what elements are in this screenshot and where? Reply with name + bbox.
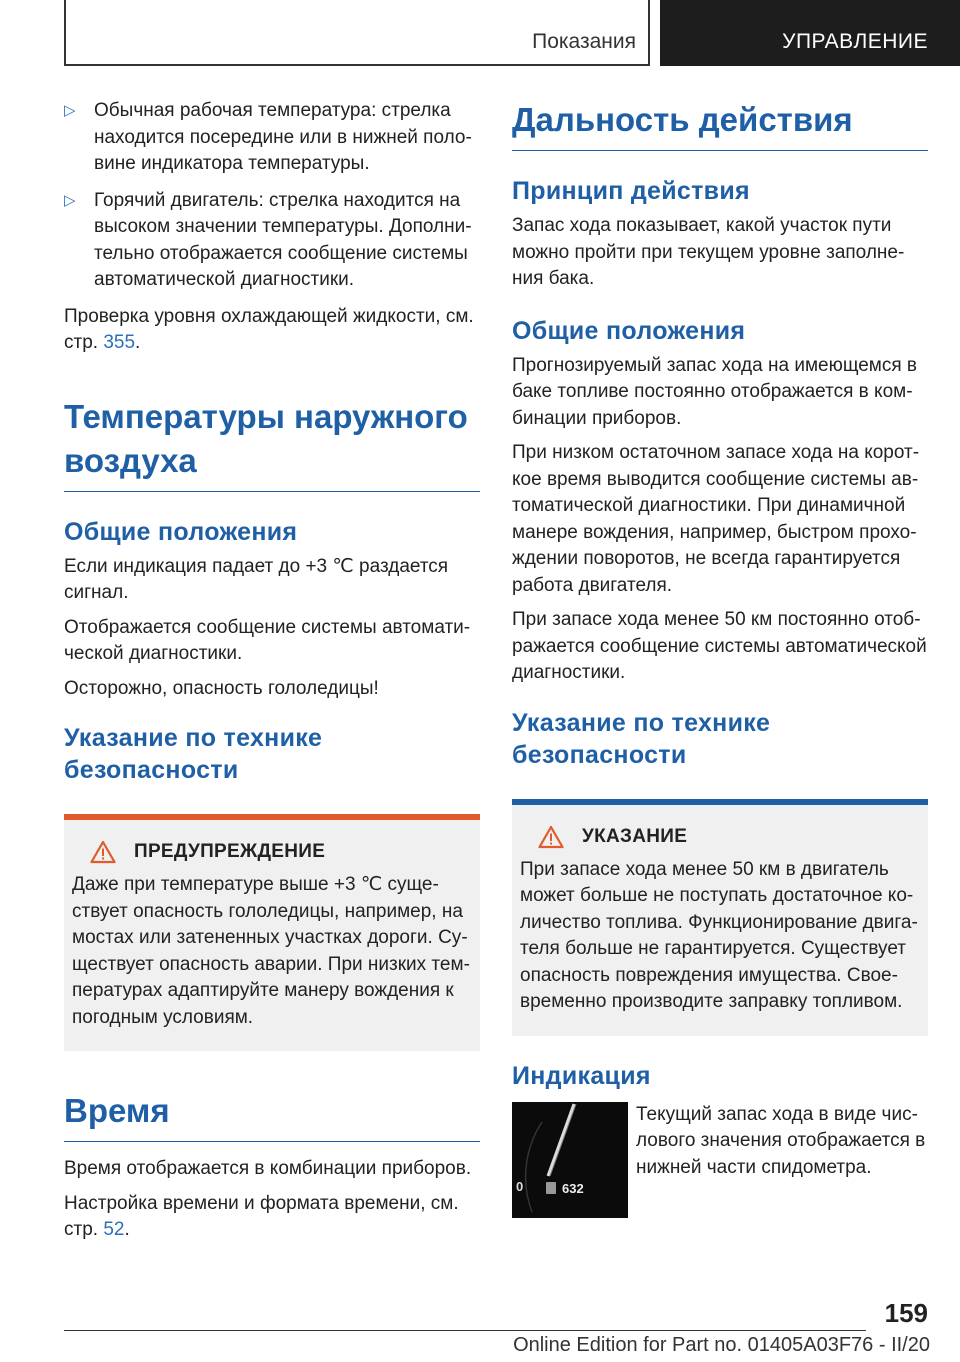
general-title-left: Общие положения bbox=[64, 517, 298, 546]
right-column bbox=[512, 98, 928, 1218]
speedometer-image bbox=[512, 1102, 628, 1218]
footer-edition: Online Edition for Part no. 01405A03F76 - II/20 bbox=[513, 1334, 930, 1356]
display-block bbox=[512, 1102, 928, 1218]
warning-label: ПРЕДУПРЕЖДЕНИЕ bbox=[134, 841, 326, 862]
display-title: Индикация bbox=[512, 1061, 651, 1090]
general-p3-right: При запасе хода менее 50 км постоянно отображается сообщение системы автоматической диагностики. bbox=[512, 609, 927, 683]
general-p3-left: Осторожно, опасность гололедицы! bbox=[64, 677, 379, 699]
display-text: Текущий запас хода в виде числового значения отображается в нижней части спидометра. bbox=[636, 1103, 926, 1178]
notice-label: УКАЗАНИЕ bbox=[582, 825, 688, 847]
time-p2: Настройка времени и формата времени, см. стр. 52. bbox=[64, 1192, 459, 1240]
left-column bbox=[64, 98, 480, 1252]
general-p1-left: Если индикация падает до +3 ℃ раздается сигнал. bbox=[64, 555, 449, 603]
warning-triangle-icon bbox=[538, 825, 564, 849]
notice-text: При запасе хода менее 50 км в двигатель может больше не поступать достаточное количество топлива. Функционирование двигателя больше не гарантируется. Существует опасность повреждения имущества. Своевременно производите заправку топливом. bbox=[520, 858, 918, 1012]
coolant-paragraph: Проверка уровня охлаждающей жидкости, см. стр. 355. bbox=[64, 305, 474, 353]
warning-triangle-icon bbox=[90, 840, 116, 864]
general-p2-right: При низком остаточном запасе хода на короткое время выводится сообщение системы автоматической диагностики. При динамичной манере вождения, например, быстром прохождении поворотов, не всегда гарантируется работа двигателя. bbox=[512, 442, 920, 596]
range-title: Дальность действия bbox=[512, 101, 853, 138]
principle-text: Запас хода показывает, какой участок пути можно пройти при текущем уровне заполнения бака. bbox=[512, 215, 905, 289]
time-p1: Время отображается в комбинации приборов. bbox=[64, 1158, 472, 1179]
header-chapter: УПРАВЛЕНИЕ bbox=[782, 30, 928, 53]
range-value: 632 bbox=[562, 1180, 584, 1196]
safety-title-right: Указание по технике безопасности bbox=[512, 708, 771, 769]
coolant-page-link[interactable]: 355 bbox=[103, 332, 136, 353]
speedometer-needle-icon bbox=[512, 1102, 628, 1218]
general-p1-right: Прогнозируемый запас хода на имеющемся в баке топливе постоянно отображается в комбинации приборов. bbox=[512, 354, 918, 429]
safety-title-left: Указание по технике безопасности bbox=[64, 724, 323, 784]
bullet-hot-engine: ▷ Горячий двигатель: стрелка находится на высоком значении температуры. Дополнительно отображается сообщение системы автоматической диагностики. bbox=[64, 189, 472, 290]
time-page-link[interactable]: 52 bbox=[103, 1219, 125, 1240]
warning-text: Даже при температуре выше +3 ℃ существует опасность гололедицы, например, на мостах или затененных участках дороги. Существует опасность аварии. При низких температурах адаптируйте манеру вождения к погодным условиям. bbox=[72, 874, 470, 1028]
footer-rule bbox=[64, 1330, 866, 1331]
triangle-bullet-icon: ▷ bbox=[64, 102, 76, 119]
triangle-bullet-icon: ▷ bbox=[64, 191, 76, 209]
page-number: 159 bbox=[884, 1298, 928, 1328]
general-p2-left: Отображается сообщение системы автоматической диагностики. bbox=[64, 616, 471, 664]
bullet-normal-temp: ▷ Обычная рабочая температура: стрелка находится посередине или в нижней половине индикатора температуры. bbox=[64, 100, 472, 174]
fuel-pump-icon bbox=[546, 1182, 556, 1194]
notice-box bbox=[512, 799, 928, 1036]
principle-title: Принцип действия bbox=[512, 177, 750, 205]
header-chapter-box bbox=[660, 0, 960, 66]
warning-box bbox=[64, 814, 480, 1051]
header-section: Показания bbox=[532, 30, 636, 53]
general-title-right: Общие положения bbox=[512, 316, 746, 345]
speedometer-zero: 0 bbox=[516, 1178, 524, 1194]
time-title: Время bbox=[64, 1092, 170, 1129]
outside-temp-title: Температуры наружного воздуха bbox=[64, 397, 468, 479]
header-section-box bbox=[64, 0, 650, 66]
